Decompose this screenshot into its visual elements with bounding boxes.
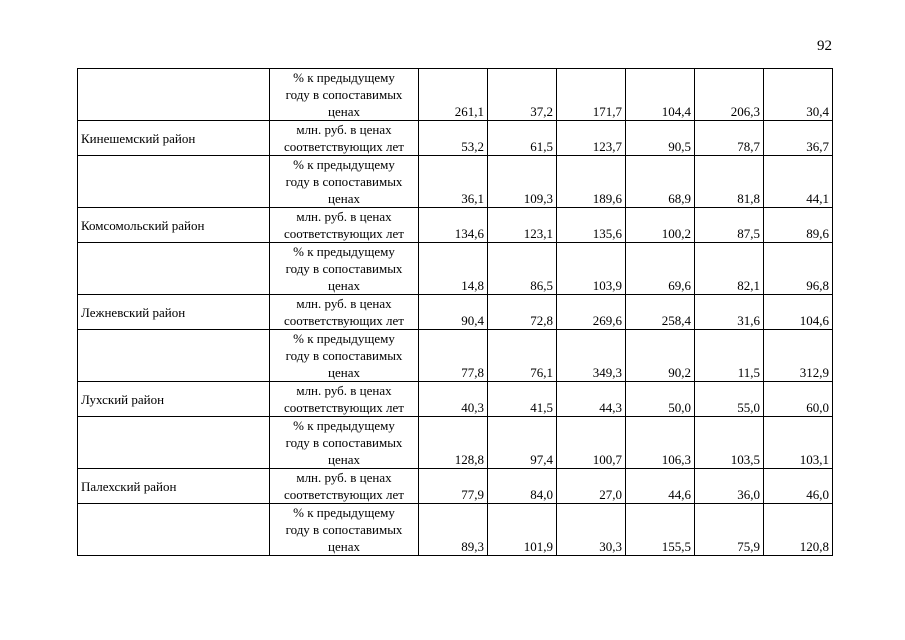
unit-line: ценах	[328, 452, 360, 467]
value-cell: 30,4	[764, 69, 833, 121]
value-cell: 69,6	[626, 243, 695, 295]
value-cell: 97,4	[488, 417, 557, 469]
value-cell: 50,0	[626, 382, 695, 417]
value-cell: 89,3	[419, 504, 488, 556]
data-table	[77, 68, 833, 556]
unit-line: ценах	[328, 278, 360, 293]
unit-cell	[270, 417, 419, 469]
value-cell: 60,0	[764, 382, 833, 417]
unit-line: соответствующих лет	[284, 139, 404, 154]
value-cell: 171,7	[557, 69, 626, 121]
unit-cell	[270, 330, 419, 382]
value-cell: 258,4	[626, 295, 695, 330]
value-cell: 206,3	[695, 69, 764, 121]
unit-cell	[270, 382, 419, 417]
value-cell: 82,1	[695, 243, 764, 295]
region-cell: Лухский район	[78, 382, 270, 417]
value-cell: 128,8	[419, 417, 488, 469]
value-cell: 14,8	[419, 243, 488, 295]
unit-line: % к предыдущему	[293, 244, 395, 259]
value-cell: 104,6	[764, 295, 833, 330]
value-cell: 135,6	[557, 208, 626, 243]
unit-line: году в сопоставимых	[285, 87, 403, 102]
unit-line: году в сопоставимых	[285, 174, 403, 189]
unit-line: млн. руб. в ценах	[296, 470, 392, 485]
unit-line: млн. руб. в ценах	[296, 383, 392, 398]
value-cell: 36,7	[764, 121, 833, 156]
table-row	[78, 295, 833, 330]
value-cell: 44,1	[764, 156, 833, 208]
value-cell: 103,1	[764, 417, 833, 469]
region-cell	[78, 156, 270, 208]
value-cell: 269,6	[557, 295, 626, 330]
value-cell: 87,5	[695, 208, 764, 243]
value-cell: 123,7	[557, 121, 626, 156]
value-cell: 37,2	[488, 69, 557, 121]
region-cell: Кинешемский район	[78, 121, 270, 156]
value-cell: 155,5	[626, 504, 695, 556]
table-row	[78, 121, 833, 156]
value-cell: 134,6	[419, 208, 488, 243]
unit-line: млн. руб. в ценах	[296, 122, 392, 137]
value-cell: 55,0	[695, 382, 764, 417]
table-row	[78, 382, 833, 417]
unit-line: ценах	[328, 539, 360, 554]
unit-line: млн. руб. в ценах	[296, 209, 392, 224]
value-cell: 106,3	[626, 417, 695, 469]
table-row	[78, 69, 833, 121]
value-cell: 61,5	[488, 121, 557, 156]
unit-line: ценах	[328, 104, 360, 119]
value-cell: 261,1	[419, 69, 488, 121]
region-cell	[78, 504, 270, 556]
value-cell: 103,9	[557, 243, 626, 295]
unit-line: % к предыдущему	[293, 505, 395, 520]
unit-line: году в сопоставимых	[285, 435, 403, 450]
value-cell: 189,6	[557, 156, 626, 208]
table-row	[78, 243, 833, 295]
value-cell: 30,3	[557, 504, 626, 556]
value-cell: 349,3	[557, 330, 626, 382]
region-cell	[78, 330, 270, 382]
value-cell: 78,7	[695, 121, 764, 156]
value-cell: 101,9	[488, 504, 557, 556]
unit-line: году в сопоставимых	[285, 522, 403, 537]
value-cell: 103,5	[695, 417, 764, 469]
table-row	[78, 504, 833, 556]
table-body	[78, 69, 833, 556]
unit-line: году в сопоставимых	[285, 348, 403, 363]
unit-line: соответствующих лет	[284, 487, 404, 502]
value-cell: 120,8	[764, 504, 833, 556]
value-cell: 41,5	[488, 382, 557, 417]
region-cell: Комсомольский район	[78, 208, 270, 243]
unit-line: % к предыдущему	[293, 331, 395, 346]
table-row	[78, 330, 833, 382]
unit-line: соответствующих лет	[284, 313, 404, 328]
region-cell	[78, 417, 270, 469]
table-row	[78, 469, 833, 504]
value-cell: 31,6	[695, 295, 764, 330]
unit-line: % к предыдущему	[293, 157, 395, 172]
value-cell: 40,3	[419, 382, 488, 417]
unit-cell	[270, 121, 419, 156]
unit-line: ценах	[328, 191, 360, 206]
value-cell: 53,2	[419, 121, 488, 156]
region-cell: Палехский район	[78, 469, 270, 504]
value-cell: 76,1	[488, 330, 557, 382]
region-cell: Лежневский район	[78, 295, 270, 330]
value-cell: 86,5	[488, 243, 557, 295]
value-cell: 90,2	[626, 330, 695, 382]
table-row	[78, 208, 833, 243]
unit-cell	[270, 243, 419, 295]
value-cell: 11,5	[695, 330, 764, 382]
page-number: 92	[817, 38, 832, 54]
value-cell: 36,0	[695, 469, 764, 504]
table-row	[78, 156, 833, 208]
value-cell: 123,1	[488, 208, 557, 243]
unit-line: млн. руб. в ценах	[296, 296, 392, 311]
value-cell: 84,0	[488, 469, 557, 504]
value-cell: 68,9	[626, 156, 695, 208]
unit-cell	[270, 295, 419, 330]
value-cell: 100,2	[626, 208, 695, 243]
unit-cell	[270, 469, 419, 504]
value-cell: 46,0	[764, 469, 833, 504]
unit-line: году в сопоставимых	[285, 261, 403, 276]
value-cell: 100,7	[557, 417, 626, 469]
unit-line: соответствующих лет	[284, 400, 404, 415]
value-cell: 77,9	[419, 469, 488, 504]
value-cell: 77,8	[419, 330, 488, 382]
value-cell: 72,8	[488, 295, 557, 330]
unit-cell	[270, 208, 419, 243]
table-row	[78, 417, 833, 469]
value-cell: 44,3	[557, 382, 626, 417]
unit-line: % к предыдущему	[293, 70, 395, 85]
value-cell: 90,5	[626, 121, 695, 156]
value-cell: 90,4	[419, 295, 488, 330]
value-cell: 89,6	[764, 208, 833, 243]
value-cell: 44,6	[626, 469, 695, 504]
unit-line: % к предыдущему	[293, 418, 395, 433]
value-cell: 312,9	[764, 330, 833, 382]
value-cell: 81,8	[695, 156, 764, 208]
value-cell: 27,0	[557, 469, 626, 504]
unit-cell	[270, 504, 419, 556]
unit-line: ценах	[328, 365, 360, 380]
value-cell: 36,1	[419, 156, 488, 208]
region-cell	[78, 243, 270, 295]
value-cell: 75,9	[695, 504, 764, 556]
value-cell: 109,3	[488, 156, 557, 208]
value-cell: 96,8	[764, 243, 833, 295]
value-cell: 104,4	[626, 69, 695, 121]
unit-cell	[270, 156, 419, 208]
unit-cell	[270, 69, 419, 121]
unit-line: соответствующих лет	[284, 226, 404, 241]
region-cell	[78, 69, 270, 121]
